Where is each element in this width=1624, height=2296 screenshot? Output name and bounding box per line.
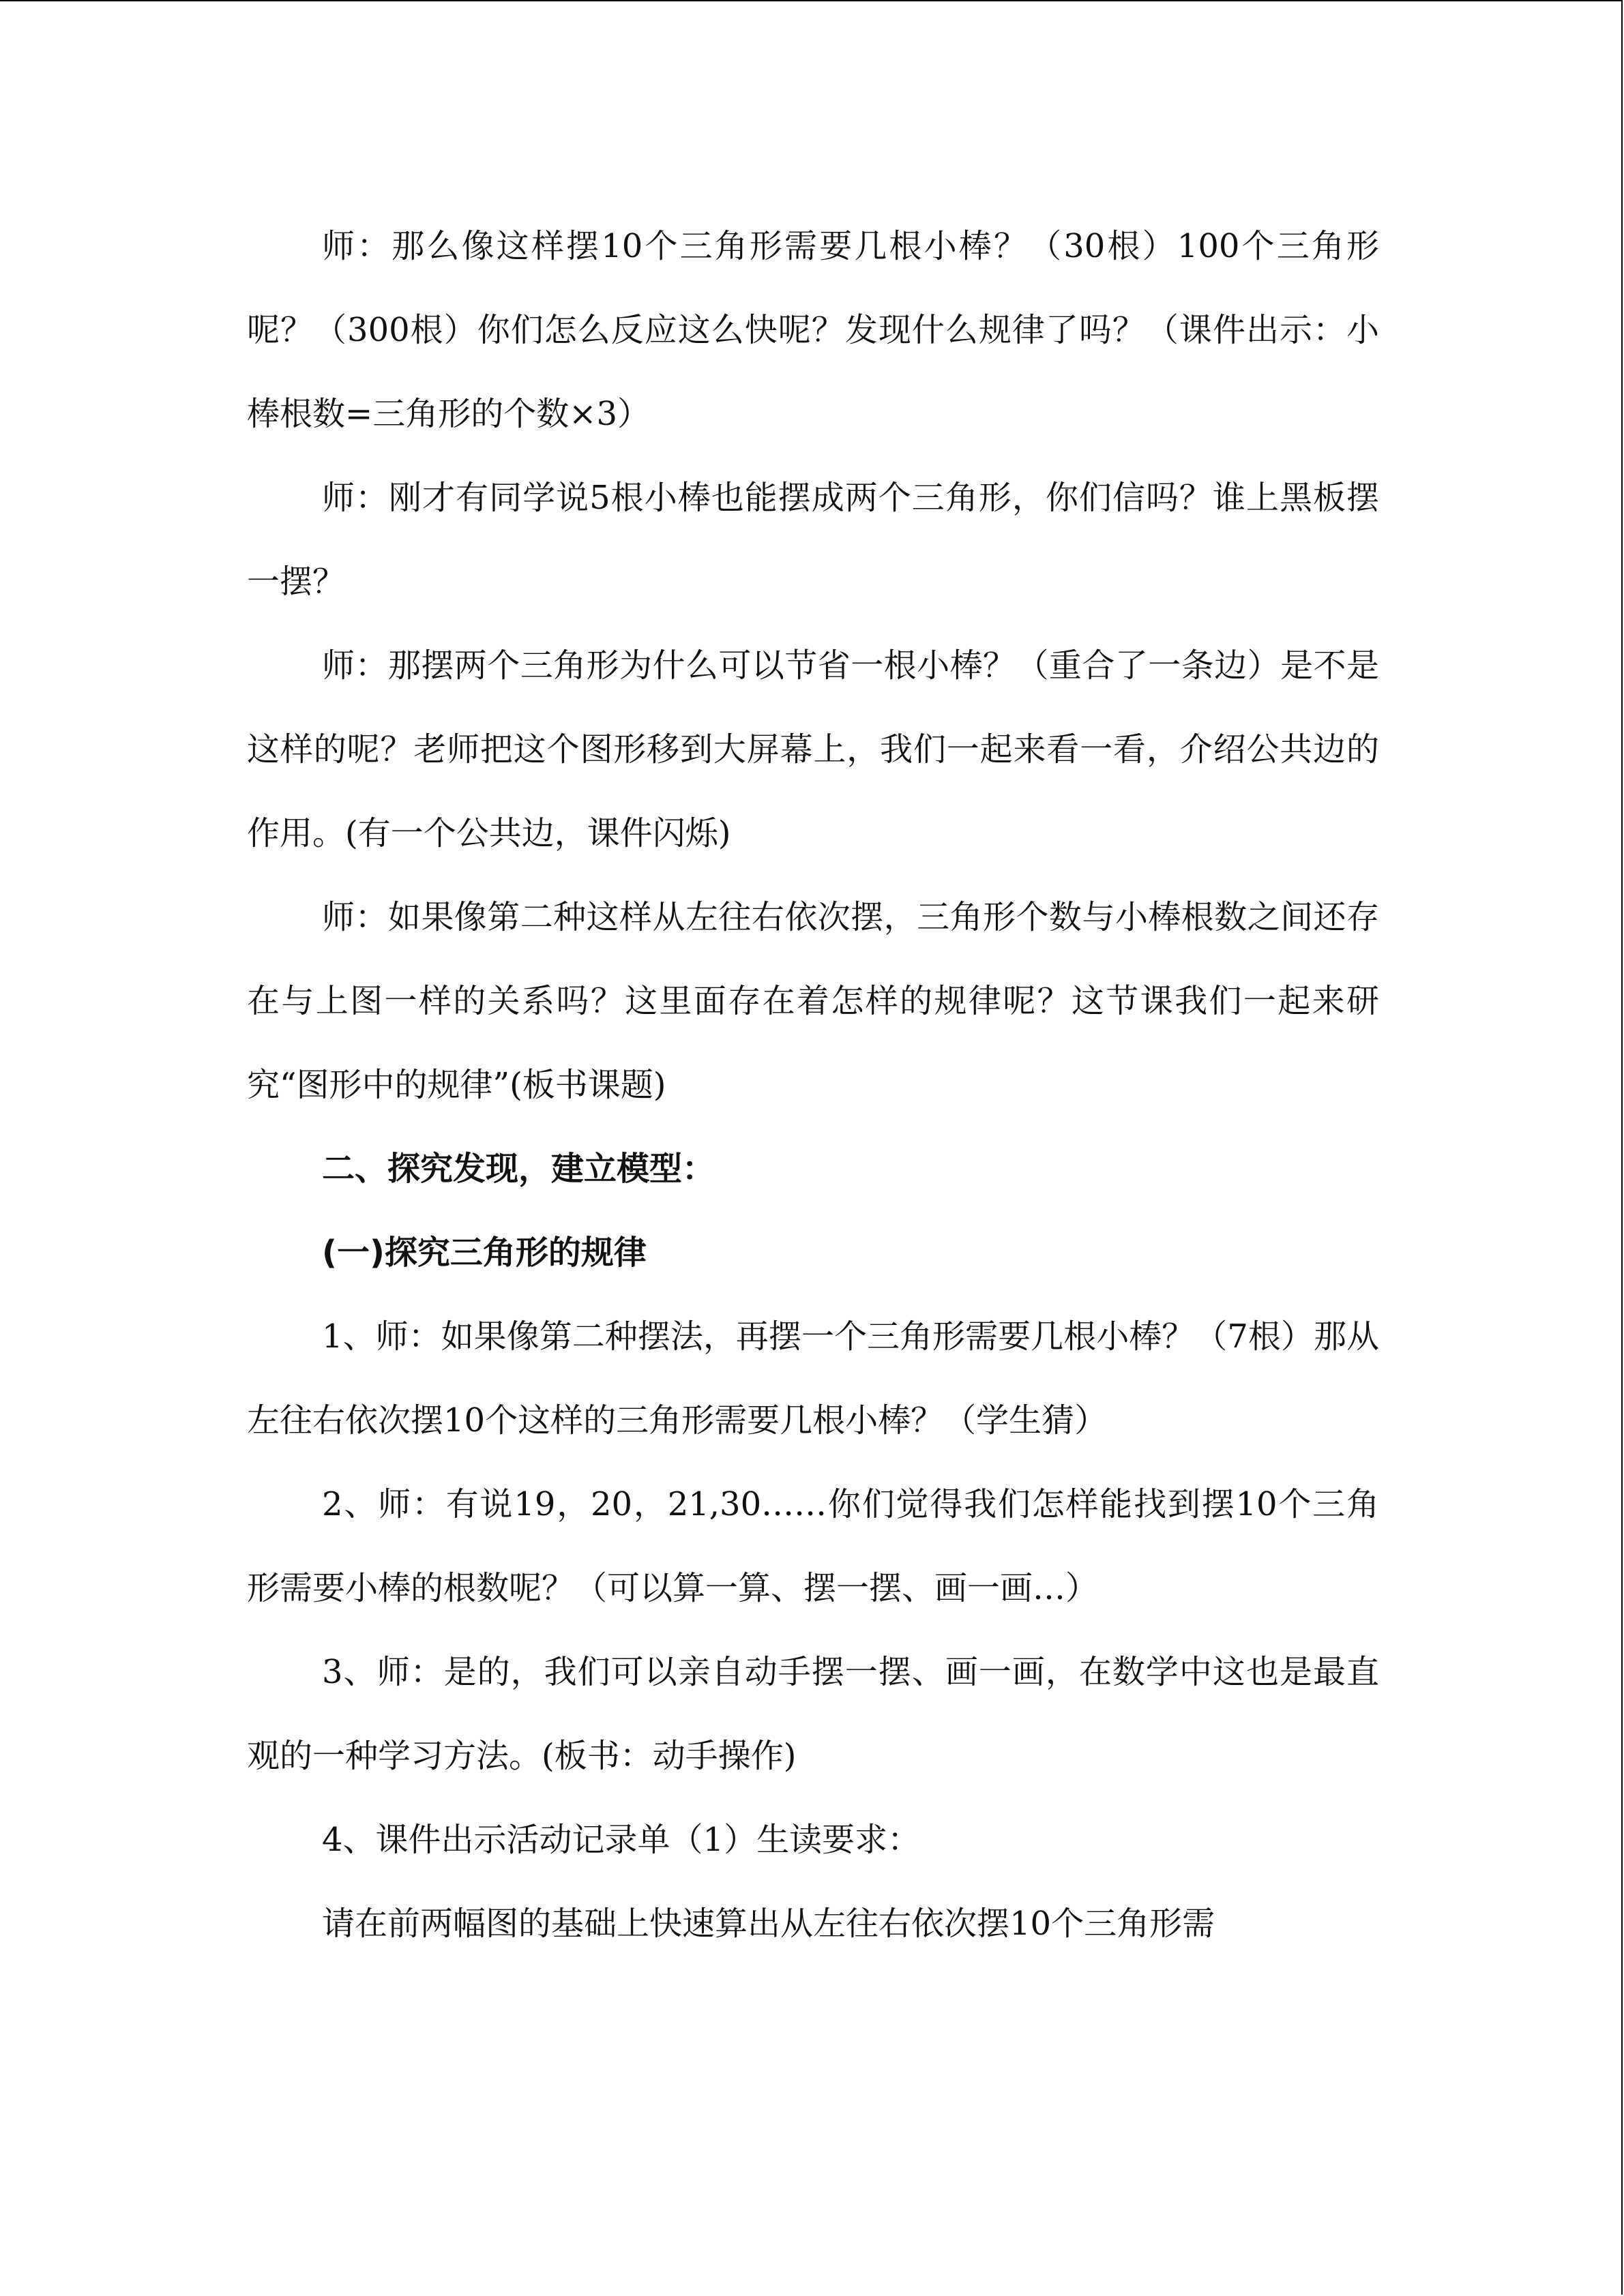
paragraph-4: 师：如果像第二种这样从左往右依次摆，三角形个数与小棒根数之间还存在与上图一样的关系吗？这里面存在着怎样的规律呢？这节课我们一起来研究“图形中的规律”(板书课题) xyxy=(247,898,1379,1104)
list-item-4: 4、课件出示活动记录单（1）生读要求： xyxy=(322,1821,921,1859)
paragraph-3: 师：那摆两个三角形为什么可以节省一根小棒？（重合了一条边）是不是这样的呢？老师把这个图形移到大屏幕上，我们一起来看一看，介绍公共边的作用。(有一个公共边，课件闪烁) xyxy=(247,646,1379,852)
paragraph-2: 师：刚才有同学说5根小棒也能摆成两个三角形，你们信吗？谁上黑板摆一摆？ xyxy=(247,479,1379,601)
list-item-3: 3、师：是的，我们可以亲自动手摆一摆、画一画，在数学中这也是最直观的一种学习方法。(板书：动手操作) xyxy=(247,1653,1379,1775)
list-item-1: 1、师：如果像第二种摆法，再摆一个三角形需要几根小棒？（7根）那从左往右依次摆10个这样的三角形需要几根小棒？（学生猜） xyxy=(247,1317,1379,1440)
document-body xyxy=(247,205,1379,1966)
subsection-heading: (一)探究三角形的规律 xyxy=(322,1234,647,1272)
list-item-2: 2、师：有说19，20，21,30……你们觉得我们怎样能找到摆10个三角形需要小棒的根数呢？（可以算一算、摆一摆、画一画…） xyxy=(247,1485,1379,1607)
list-item-5: 请在前两幅图的基础上快速算出从左往右依次摆10个三角形需 xyxy=(322,1905,1215,1943)
paragraph-1: 师：那么像这样摆10个三角形需要几根小棒？（30根）100个三角形呢？（300根）你们怎么反应这么快呢？发现什么规律了吗？（课件出示：小棒根数=三角形的个数×3） xyxy=(247,227,1379,433)
section-heading: 二、探究发现，建立模型： xyxy=(322,1150,715,1188)
